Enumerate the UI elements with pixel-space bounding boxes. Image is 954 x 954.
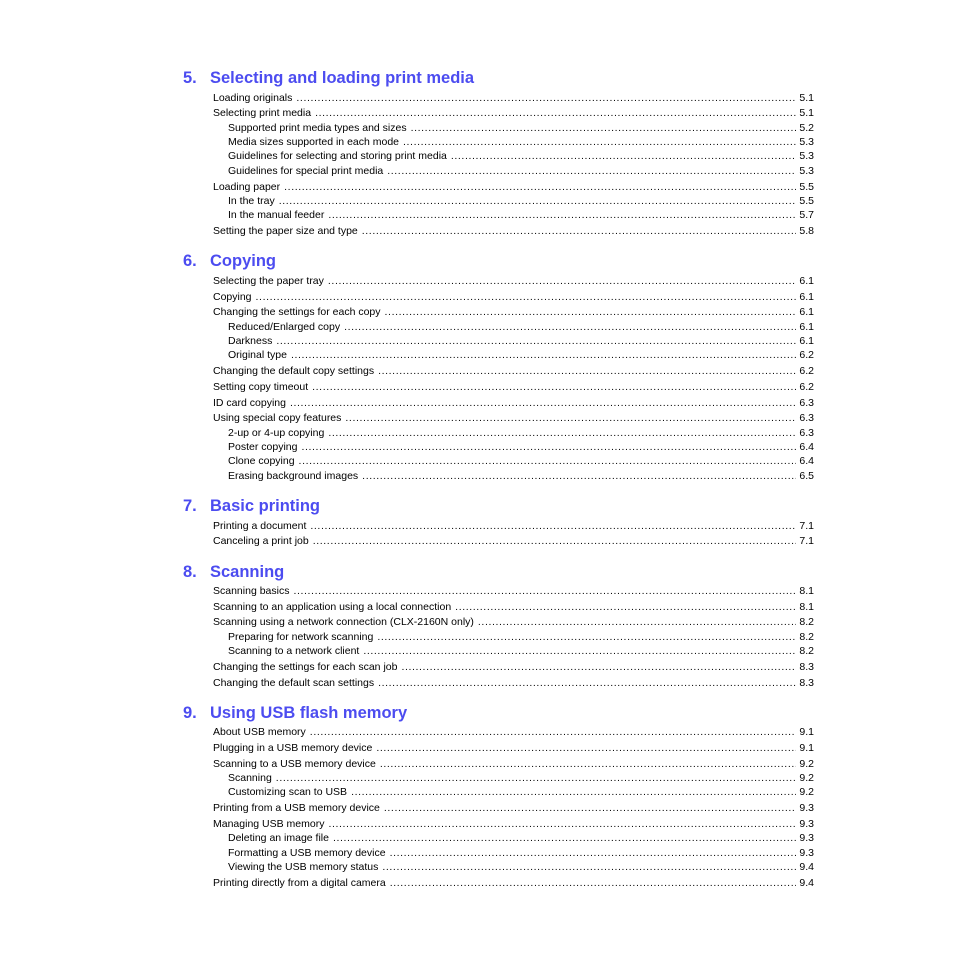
toc-entry[interactable] xyxy=(213,364,814,378)
dot-leader xyxy=(376,741,796,755)
toc-entry[interactable] xyxy=(213,305,814,319)
dot-leader xyxy=(362,469,796,483)
entry-label: Using special copy features xyxy=(213,412,342,424)
entry-label: Guidelines for special print media xyxy=(228,165,384,177)
dot-leader xyxy=(333,831,796,845)
section-heading[interactable] xyxy=(183,250,276,272)
entry-label: Scanning basics xyxy=(213,585,290,597)
dot-leader xyxy=(291,348,796,362)
section-heading[interactable] xyxy=(183,702,407,724)
dot-leader xyxy=(276,771,797,785)
entry-label: Loading originals xyxy=(213,92,293,104)
entry-label: Guidelines for selecting and storing print media xyxy=(228,150,447,162)
section-number: 5. xyxy=(183,69,197,87)
entry-label: Plugging in a USB memory device xyxy=(213,742,373,754)
dot-leader xyxy=(256,290,797,304)
dot-leader xyxy=(382,860,796,874)
entry-page-number: 5.1 xyxy=(799,92,814,104)
section-title: Selecting and loading print media xyxy=(210,69,475,87)
toc-entry[interactable] xyxy=(213,876,814,890)
toc-subentry[interactable] xyxy=(228,454,814,468)
entry-label: Deleting an image file xyxy=(228,832,329,844)
dot-leader xyxy=(390,846,797,860)
entry-label: Canceling a print job xyxy=(213,535,309,547)
toc-subentry[interactable] xyxy=(228,121,814,135)
toc-subentry[interactable] xyxy=(228,644,814,658)
dot-leader xyxy=(279,194,797,208)
toc-subentry[interactable] xyxy=(228,149,814,163)
toc-entry[interactable] xyxy=(213,106,814,120)
entry-label: Clone copying xyxy=(228,455,295,467)
dot-leader xyxy=(411,121,797,135)
entry-page-number: 9.1 xyxy=(799,726,814,738)
entry-page-number: 7.1 xyxy=(799,520,814,532)
dot-leader xyxy=(390,876,797,890)
entry-page-number: 6.1 xyxy=(799,321,814,333)
toc-entry[interactable] xyxy=(213,396,814,410)
toc-entry[interactable] xyxy=(213,801,814,815)
toc-subentry[interactable] xyxy=(228,771,814,785)
toc-subentry[interactable] xyxy=(228,469,814,483)
toc-entry[interactable] xyxy=(213,519,814,533)
entry-label: Changing the settings for each copy xyxy=(213,306,381,318)
entry-label: About USB memory xyxy=(213,726,306,738)
entry-label: Preparing for network scanning xyxy=(228,631,374,643)
toc-entry[interactable] xyxy=(213,600,814,614)
toc-entry[interactable] xyxy=(213,741,814,755)
entry-page-number: 9.4 xyxy=(799,861,814,873)
dot-leader xyxy=(344,320,796,334)
entry-page-number: 6.1 xyxy=(799,335,814,347)
dot-leader xyxy=(363,644,796,658)
section-heading[interactable] xyxy=(183,561,284,583)
toc-entry[interactable] xyxy=(213,757,814,771)
entry-label: 2-up or 4-up copying xyxy=(228,427,325,439)
toc-entry[interactable] xyxy=(213,615,814,629)
entry-label: ID card copying xyxy=(213,397,286,409)
toc-entry[interactable] xyxy=(213,274,814,288)
dot-leader xyxy=(377,630,796,644)
toc-subentry[interactable] xyxy=(228,348,814,362)
toc-entry[interactable] xyxy=(213,584,814,598)
entry-label: Scanning using a network connection (CLX-2160N only) xyxy=(213,616,474,628)
dot-leader xyxy=(380,757,797,771)
toc-entry[interactable] xyxy=(213,676,814,690)
entry-page-number: 6.1 xyxy=(799,291,814,303)
dot-leader xyxy=(387,164,796,178)
toc-subentry[interactable] xyxy=(228,208,814,222)
entry-page-number: 6.2 xyxy=(799,349,814,361)
entry-label: Printing directly from a digital camera xyxy=(213,877,386,889)
entry-page-number: 5.5 xyxy=(799,181,814,193)
entry-label: Poster copying xyxy=(228,441,298,453)
entry-page-number: 6.2 xyxy=(799,365,814,377)
dot-leader xyxy=(385,305,797,319)
dot-leader xyxy=(345,411,796,425)
entry-page-number: 6.1 xyxy=(799,306,814,318)
entry-page-number: 8.3 xyxy=(799,661,814,673)
entry-page-number: 9.4 xyxy=(799,877,814,889)
entry-page-number: 5.3 xyxy=(799,136,814,148)
entry-label: Scanning xyxy=(228,772,272,784)
entry-page-number: 6.1 xyxy=(799,275,814,287)
dot-leader xyxy=(310,725,797,739)
entry-label: In the manual feeder xyxy=(228,209,325,221)
dot-leader xyxy=(378,364,796,378)
toc-subentry[interactable] xyxy=(228,785,814,799)
dot-leader xyxy=(378,676,796,690)
entry-page-number: 8.1 xyxy=(799,585,814,597)
entry-page-number: 9.3 xyxy=(799,847,814,859)
entry-label: Scanning to a network client xyxy=(228,645,360,657)
entry-label: Setting the paper size and type xyxy=(213,225,358,237)
dot-leader xyxy=(403,135,796,149)
entry-page-number: 5.3 xyxy=(799,150,814,162)
toc-entry[interactable] xyxy=(213,380,814,394)
entry-label: Changing the default scan settings xyxy=(213,677,375,689)
dot-leader xyxy=(362,224,797,238)
dot-leader xyxy=(455,600,796,614)
toc-entry[interactable] xyxy=(213,224,814,238)
entry-page-number: 5.3 xyxy=(799,165,814,177)
entry-label: Media sizes supported in each mode xyxy=(228,136,400,148)
dot-leader xyxy=(328,274,796,288)
toc-entry[interactable] xyxy=(213,534,814,548)
entry-label: Supported print media types and sizes xyxy=(228,122,407,134)
toc-subentry[interactable] xyxy=(228,320,814,334)
entry-page-number: 6.3 xyxy=(799,397,814,409)
entry-label: Changing the default copy settings xyxy=(213,365,375,377)
dot-leader xyxy=(451,149,797,163)
entry-page-number: 9.2 xyxy=(799,786,814,798)
dot-leader xyxy=(401,660,796,674)
dot-leader xyxy=(284,180,796,194)
entry-page-number: 8.2 xyxy=(799,631,814,643)
entry-page-number: 9.3 xyxy=(799,802,814,814)
toc-subentry[interactable] xyxy=(228,831,814,845)
entry-page-number: 6.3 xyxy=(799,427,814,439)
entry-label: Selecting the paper tray xyxy=(213,275,324,287)
toc-subentry[interactable] xyxy=(228,334,814,348)
entry-page-number: 6.4 xyxy=(799,455,814,467)
entry-label: Selecting print media xyxy=(213,107,312,119)
entry-page-number: 9.1 xyxy=(799,742,814,754)
toc-subentry[interactable] xyxy=(228,194,814,208)
toc-subentry[interactable] xyxy=(228,846,814,860)
toc-subentry[interactable] xyxy=(228,630,814,644)
entry-label: Setting copy timeout xyxy=(213,381,309,393)
entry-page-number: 6.2 xyxy=(799,381,814,393)
dot-leader xyxy=(328,426,796,440)
entry-page-number: 9.3 xyxy=(799,832,814,844)
dot-leader xyxy=(313,534,797,548)
section-title: Using USB flash memory xyxy=(210,704,408,722)
section-heading[interactable] xyxy=(183,67,474,89)
entry-page-number: 8.2 xyxy=(799,616,814,628)
dot-leader xyxy=(301,440,796,454)
entry-label: Formatting a USB memory device xyxy=(228,847,386,859)
entry-page-number: 9.3 xyxy=(799,818,814,830)
toc-entry[interactable] xyxy=(213,725,814,739)
dot-leader xyxy=(296,91,796,105)
entry-page-number: 9.2 xyxy=(799,772,814,784)
dot-leader xyxy=(315,106,796,120)
section-number: 7. xyxy=(183,497,197,515)
dot-leader xyxy=(276,334,796,348)
entry-page-number: 5.5 xyxy=(799,195,814,207)
section-number: 8. xyxy=(183,563,197,581)
dot-leader xyxy=(328,208,796,222)
entry-label: Managing USB memory xyxy=(213,818,325,830)
dot-leader xyxy=(384,801,797,815)
entry-label: Viewing the USB memory status xyxy=(228,861,379,873)
toc-entry[interactable] xyxy=(213,411,814,425)
toc-subentry[interactable] xyxy=(228,440,814,454)
toc-entry[interactable] xyxy=(213,660,814,674)
toc-entry[interactable] xyxy=(213,180,814,194)
entry-label: Changing the settings for each scan job xyxy=(213,661,398,673)
entry-page-number: 6.5 xyxy=(799,470,814,482)
entry-page-number: 6.3 xyxy=(799,412,814,424)
toc-entry[interactable] xyxy=(213,91,814,105)
toc-subentry[interactable] xyxy=(228,164,814,178)
dot-leader xyxy=(290,396,796,410)
entry-label: Printing from a USB memory device xyxy=(213,802,380,814)
entry-label: Erasing background images xyxy=(228,470,359,482)
dot-leader xyxy=(293,584,796,598)
entry-label: Customizing scan to USB xyxy=(228,786,348,798)
toc-entry[interactable] xyxy=(213,290,814,304)
entry-page-number: 8.3 xyxy=(799,677,814,689)
entry-label: Reduced/Enlarged copy xyxy=(228,321,341,333)
section-title: Copying xyxy=(210,252,276,270)
entry-label: Darkness xyxy=(228,335,273,347)
entry-page-number: 5.1 xyxy=(799,107,814,119)
entry-page-number: 7.1 xyxy=(799,535,814,547)
toc-entry[interactable] xyxy=(213,817,814,831)
entry-label: Scanning to an application using a local connection xyxy=(213,601,452,613)
entry-page-number: 8.2 xyxy=(799,645,814,657)
entry-page-number: 5.8 xyxy=(799,225,814,237)
section-title: Basic printing xyxy=(210,497,321,515)
section-number: 9. xyxy=(183,704,197,722)
entry-label: Original type xyxy=(228,349,287,361)
entry-page-number: 5.7 xyxy=(799,209,814,221)
dot-leader xyxy=(351,785,796,799)
section-number: 6. xyxy=(183,252,197,270)
entry-label: Loading paper xyxy=(213,181,281,193)
entry-page-number: 5.2 xyxy=(799,122,814,134)
entry-label: In the tray xyxy=(228,195,275,207)
toc-subentry[interactable] xyxy=(228,135,814,149)
section-title: Scanning xyxy=(210,563,285,581)
section-heading[interactable] xyxy=(183,495,320,517)
dot-leader xyxy=(328,817,796,831)
dot-leader xyxy=(478,615,796,629)
dot-leader xyxy=(299,454,797,468)
entry-label: Copying xyxy=(213,291,252,303)
dot-leader xyxy=(312,380,796,394)
entry-label: Scanning to a USB memory device xyxy=(213,758,376,770)
entry-page-number: 9.2 xyxy=(799,758,814,770)
toc-subentry[interactable] xyxy=(228,860,814,874)
entry-label: Printing a document xyxy=(213,520,307,532)
toc-subentry[interactable] xyxy=(228,426,814,440)
entry-page-number: 6.4 xyxy=(799,441,814,453)
entry-page-number: 8.1 xyxy=(799,601,814,613)
dot-leader xyxy=(310,519,796,533)
